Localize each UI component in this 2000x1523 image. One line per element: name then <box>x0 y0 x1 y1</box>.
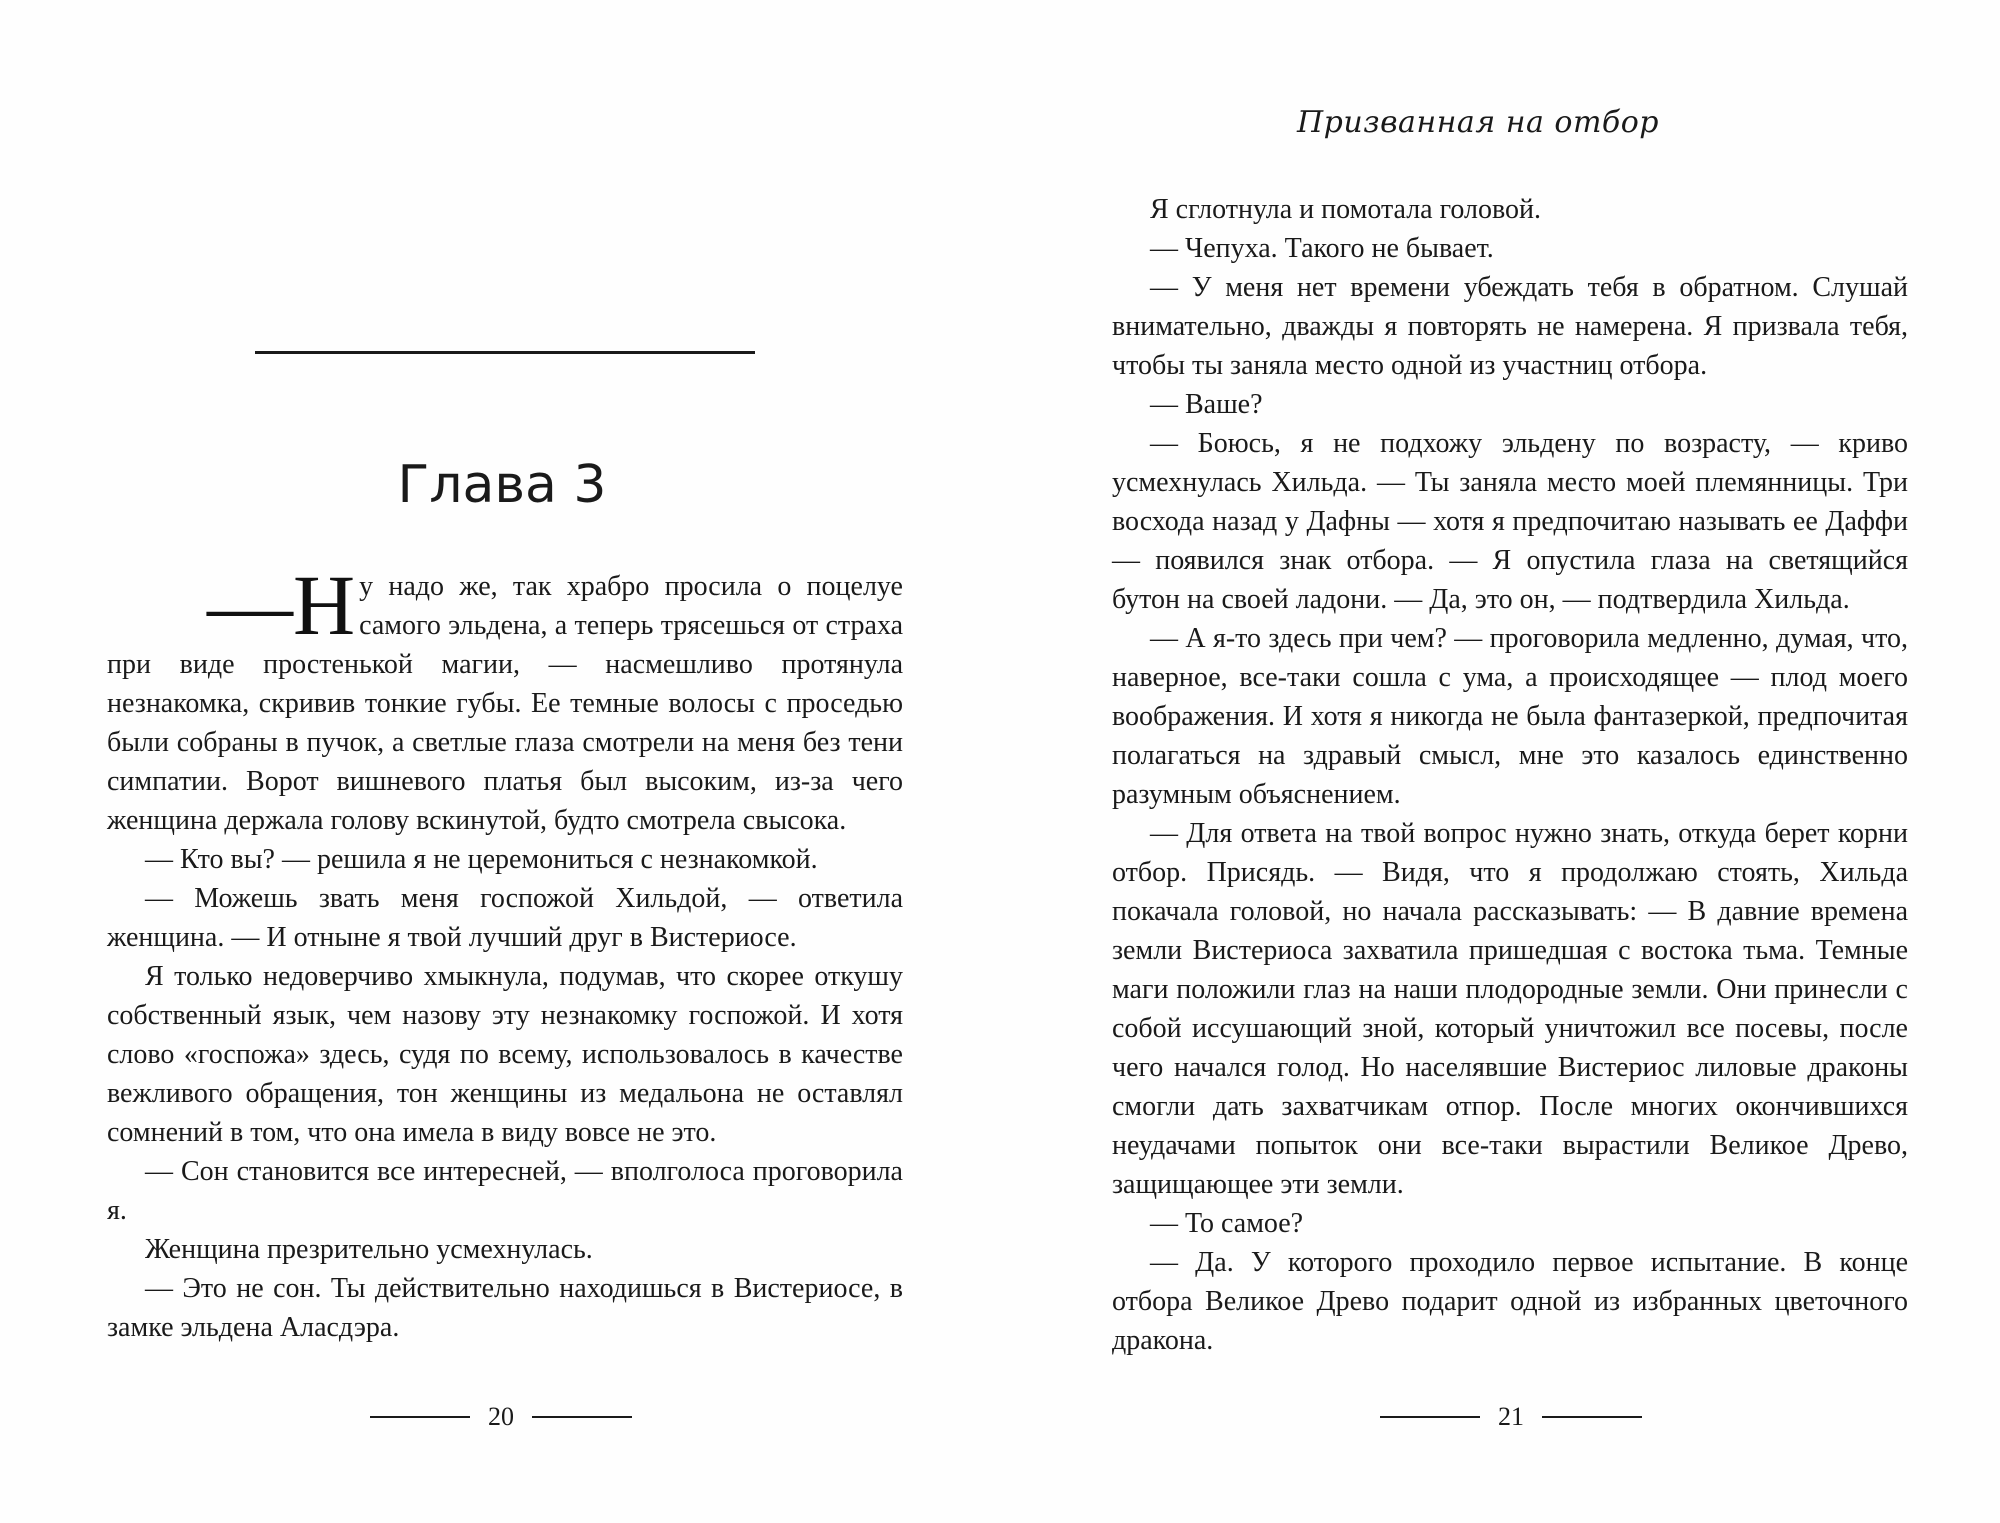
chapter-rule <box>255 351 755 354</box>
paragraph: Я только недоверчиво хмыкнула, подумав, что скорее откушу собственный язык, чем назову эту незнакомку госпожой. И хотя слово «госпожа» здесь, судя по всему, использовалось в качестве вежливого обращения, тон женщины из медальона не оставлял сомнений в том, что она имела в виду вовсе не это. <box>107 961 903 1148</box>
page-number-left <box>370 1402 632 1432</box>
right-page <box>1000 0 2000 1523</box>
paragraph: Я сглотнула и помотала головой. <box>1150 194 1542 225</box>
folio-rule <box>532 1416 632 1418</box>
running-header: Призванная на отбор <box>1297 105 1659 140</box>
left-page-text <box>107 557 903 1347</box>
right-page-text <box>1112 190 1908 1360</box>
paragraph: — А я-то здесь при чем? — проговорила медленно, думая, что, наверное, все-таки сошла с ума, а происходящее — плод моего воображения. И хотя я никогда не была фантазеркой, предпочитая полагаться на здравый смысл, мне это казалось единственно разумным объяснением. <box>1112 623 1908 810</box>
chapter-title: Глава 3 <box>397 455 607 515</box>
paragraph: — Сон становится все интересней, — вполголоса проговорила я. <box>107 1156 903 1226</box>
drop-cap: —Н <box>207 557 356 653</box>
page-number-right <box>1380 1402 1642 1432</box>
page-number: 21 <box>1498 1402 1524 1431</box>
page-number: 20 <box>488 1402 514 1431</box>
folio-rule <box>1542 1416 1642 1418</box>
paragraph: — Ваше? <box>1150 389 1263 420</box>
folio-rule <box>1380 1416 1480 1418</box>
folio-rule <box>370 1416 470 1418</box>
paragraph: — Чепуха. Такого не бывает. <box>1150 233 1494 264</box>
paragraph: — Да. У которого проходило первое испытание. В конце отбора Великое Древо подарит одной из избранных цветочного дракона. <box>1112 1247 1908 1356</box>
paragraph: — Кто вы? — решила я не церемониться с незнакомкой. <box>145 844 818 875</box>
paragraph: — У меня нет времени убеждать тебя в обратном. Слушай внимательно, дважды я повторять не намерена. Я призвала тебя, чтобы ты заняла место одной из участниц отбора. <box>1112 272 1908 381</box>
paragraph: — Можешь звать меня госпожой Хильдой, — ответила женщина. — И отныне я твой лучший друг в Вистериосе. <box>107 883 903 953</box>
paragraph: — Для ответа на твой вопрос нужно знать, откуда берет корни отбор. Присядь. — Видя, что я продолжаю стоять, Хильда покачала головой, но начала рассказывать: — В давние времена земли Вистериоса захватила пришедшая с востока тьма. Темные маги положили глаз на наши плодородные земли. Они принесли с собой иссушающий зной, который уничтожил все посевы, после чего начался голод. Но населявшие Вистериос лиловые драконы смогли дать захватчикам отпор. После многих окончившихся неудачами попыток они все-таки вырастили Великое Древо, защищающее эти земли. <box>1112 818 1908 1200</box>
paragraph: —Н у надо же, так храбро просила о поцелуе самого эльдена, а теперь трясешься от страха при виде простенькой магии, — насмешливо протянула незнакомка, скривив тонкие губы. Ее темные волосы с проседью были собраны в пучок, а светлые глаза смотрели на меня без тени симпатии. Ворот вишневого платья был высоким, из-за чего женщина держала голову вскинутой, будто смотрела свысока. <box>107 557 903 836</box>
paragraph: Женщина презрительно усмехнулась. <box>145 1234 593 1265</box>
paragraph: — Это не сон. Ты действительно находишься в Вистериосе, в замке эльдена Аласдэра. <box>107 1273 903 1343</box>
paragraph: — То самое? <box>1150 1208 1304 1239</box>
paragraph: — Боюсь, я не подхожу эльдену по возрасту, — криво усмехнулась Хильда. — Ты заняла место моей племянницы. Три восхода назад у Дафны — хотя я предпочитаю называть ее Даффи — появился знак отбора. — Я опустила глаза на светящийся бутон на своей ладони. — Да, это он, — подтвердила Хильда. <box>1112 428 1908 615</box>
